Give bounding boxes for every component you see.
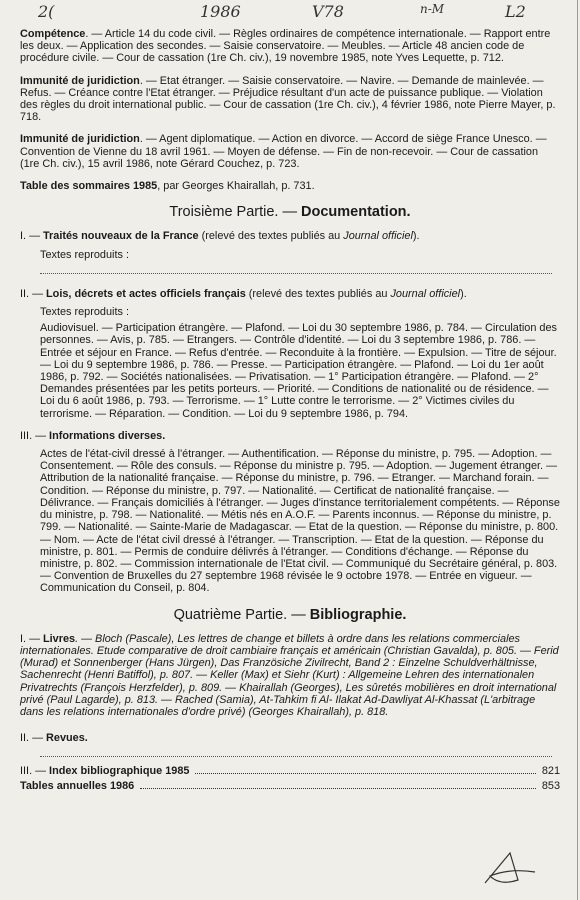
section-revues: II. — Revues. (20, 732, 560, 757)
entry-text: . — Article 14 du code civil. — Règles ordinaires de compétence internationale. — Rapport entre les deux. — Application des secondes. — Saisie conservatoire. — Meubles. — Article 48 ancien code de procédure civile. — Cour de cassation (1re Ch. civ.), 19 novembre 1985, note Yves Lequette, p. 712. (20, 28, 551, 65)
toc-line-index: III. — Index bibliographique 1985 821 (20, 765, 560, 778)
dotted-line (40, 748, 552, 757)
entry-heading: Compétence (20, 28, 86, 40)
table-sommaires-author: , par Georges Khairallah, p. 731. (157, 180, 315, 193)
section-heading: Traités nouveaux de la France (43, 230, 199, 243)
document-page (20, 28, 560, 794)
handwritten-signature (480, 848, 540, 888)
dotted-line (40, 265, 552, 274)
section-heading: Informations diverses. (49, 429, 166, 442)
section-informations: III. — Informations diverses. Actes de l'état-civil dressé à l'étranger. — Authentification. — Réponse du ministre, p. 795. — Adoption. — Consentement. — Rôle des consuls. — Réponse du ministre p. 795. — Adoption. — Jugement étranger. — Attribution de la nationalité française. — Réponse du ministre, p. 796. — Etranger. — Marchand forain. — Condition. — Réponse du ministre, p. 797. — Nationalité. — Certificat de nationalité française. — Délivrance. — Français domiciliés à l'étranger. — Juges d'instance territorialement compétents. — Réponse du ministre, p. 798. — Nationalité. — Métis nés en A.O.F. — Parents inconnus. — Réponse du ministre, p. 799. — Nationalité. — Sainte-Marie de Madagascar. — Etat de la question. — Réponse du ministre, p. 800. — Nom. — Acte de l'état civil dressé à l'étranger. — Transcription. — Etat de la question. — Réponse du ministre, p. 801. — Permis de conduire délivrés à l'étranger. — Conditions d'échange. — Réponse du ministre, p. 802. — Commission internationale de l'Etat civil. — Communiqué du Secrétaire général, p. 803. — Convention de Bruxelles du 27 septembre 1968 révisée le 9 octobre 1978. — Entrée en vigueur. — Communication du Conseil, p. 804. (20, 429, 560, 595)
toc-page-number: 821 (541, 765, 560, 778)
section-heading: Revues. (46, 732, 88, 745)
section-body: Actes de l'état-civil dressé à l'étranger. — Authentification. — Réponse du ministre, p. 795. — Adoption. — Consentement. — Rôle des consuls. — Réponse du ministre p. 795. — Adoption. — Jugement étranger. — Attribution de la nationalité française. — Réponse du ministre, p. 796. — Etranger. — Marchand forain. — Condition. — Réponse du ministre, p. 797. — Nationalité. — Certificat de nationalité française. — Délivrance. — Français domiciliés à l'étranger. — Juges d'instance territorialement compétents. — Réponse du ministre, p. 798. — Nationalité. — Métis nés en A.O.F. — Parents inconnus. — Réponse du ministre, p. 799. — Nationalité. — Sainte-Marie de Madagascar. — Etat de la question. — Réponse du ministre, p. 800. — Nom. — Acte de l'état civil dressé à l'étranger. — Transcription. — Etat de la question. — Réponse du ministre, p. 801. — Permis de conduire délivrés à l'étranger. — Conditions d'échange. — Réponse du ministre, p. 802. — Commission internationale de l'Etat civil. — Communiqué du Secrétaire général, p. 803. — Convention de Bruxelles du 27 septembre 1968 révisée le 9 octobre 1978. — Entrée en vigueur. — Communication du Conseil, p. 804. (40, 448, 560, 595)
page-edge (577, 0, 578, 900)
section-body: Audiovisuel. — Participation étrangère. — Plafond. — Loi du 30 septembre 1986, p. 784. — Circulation des personnes. — Avis, p. 785. — Etrangers. — Contrôle d'identité. — Loi du 3 septembre 1986, p. 786. — Entrée et séjour en France. — Refus d'entrée. — Reconduite à la frontière. — Expulsion. — Titre de séjour. — Loi du 9 septembre 1986, p. 786. — Presse. — Participation étrangère. — Plafond. — Loi du 1er août 1986, p. 792. — Sociétés nationalisées. — Privatisation. — 1° Participation étrangère. — Plafond. — 2° Demandes présentées par les petits porteurs. — Priorité. — Conditions de nationalité ou de résidence. — Loi du 6 août 1986, p. 793. — Terrorisme. — 1° Lutte contre le terrorisme. — 2° Victimes civiles du terrorisme. — Réparation. — Condition. — Loi du 9 septembre 1986, p. 794. (40, 322, 557, 420)
section-heading: Livres (43, 632, 76, 645)
handwritten-note-1: 2( (38, 2, 55, 21)
table-des-sommaires (20, 180, 560, 192)
entry-heading: Immunité de juridiction (20, 74, 140, 87)
toc-line-tables: Tables annuelles 1986 853 (20, 779, 560, 792)
handwritten-year: 1986 (200, 2, 241, 21)
part-three-title: Troisième Partie. — Documentation. (169, 204, 411, 221)
handwritten-code: V78 (312, 2, 344, 21)
table-sommaires-title: Table des sommaires 1985 (20, 180, 158, 193)
toc-page-number: 853 (541, 779, 560, 792)
summary-entry-immunite-2 (20, 133, 560, 170)
entry-heading: Immunité de juridiction (20, 133, 140, 146)
entry-text: . — Etat étranger. — Saisie conservatoire. — Navire. — Demande de mainlevée. — Refus. — Créance contre l'Etat étranger. — Préjudice résultant d'un acte de puissance publique. — Violation des règles du droit international public. — Cour de cassation (1re Ch. civ.), 4 février 1986, note Pierre Mayer, p. 718. (20, 74, 556, 124)
handwritten-initials: n-M (420, 2, 445, 16)
section-traites: I. — Traités nouveaux de la France (relevé des textes publiés au Journal officiel). Textes reproduits : (20, 230, 560, 273)
summary-entry-competence (20, 28, 560, 65)
section-heading: Lois, décrets et actes officiels français (46, 287, 246, 300)
section-livres: I. — Livres. — Bloch (Pascale), Les lettres de change et billets à ordre dans les relations commerciales internationales. Etude comparative de droit cambiaire français et américain (Christian Gavalda), p. 805. — Ferid (Murad) et Sonnenberger (Hans Jürgen), Das Französiche Zivilrecht, Band 2 : Einzelne Schuldverhältnisse, Sachenrecht (Henri Batiffol), p. 807. — Keller (Max) et Siehr (Kurt) : Allgemeine Lehren des internationalen Privatrechts (François Herzfelder), p. 809. — Khairallah (Georges), Les sûretés mobilières en droit international privé (Paul Lagarde), p. 813. — Rached (Samia), At-Tahkim fi Al- Ilakat Ad-Dawliyat Al-Khassat (L'arbitrage dans les relations internationales d'ordre privé) (Georges Khairallah), p. 818. (20, 632, 559, 718)
section-lois-decrets: II. — Lois, décrets et actes officiels français (relevé des textes publiés au Journal officiel). Textes reproduits : Audiovisuel. — Participation étrangère. — Plafond. — Loi du 30 septembre 1986, p. 784. — Circulation des personnes. — Avis, p. 785. — Etrangers. — Contrôle d'identité. — Loi du 3 septembre 1986, p. 786. — Entrée et séjour en France. — Refus d'entrée. — Reconduite à la frontière. — Expulsion. — Titre de séjour. — Loi du 9 septembre 1986, p. 786. — Presse. — Participation étrangère. — Plafond. — Loi du 1er août 1986, p. 792. — Sociétés nationalisées. — Privatisation. — 1° Participation étrangère. — Plafond. — 2° Demandes présentées par les petits porteurs. — Priorité. — Conditions de nationalité ou de résidence. — Loi du 6 août 1986, p. 793. — Terrorisme. — 1° Lutte contre le terrorisme. — 2° Victimes civiles du terrorisme. — Réparation. — Condition. — Loi du 9 septembre 1986, p. 794. (20, 288, 560, 420)
section-body: . — Bloch (Pascale), Les lettres de change et billets à ordre dans les relations commerciales internationales. Etude comparative de droit cambiaire français et américain (Christian Gavalda), p. 805. — Ferid (Murad) et Sonnenberger (Hans Jürgen), Das Französiche Zivilrecht, Band 2 : Einzelne Schuldverhältnisse, Sachenrecht (Henri Batiffol), p. 807. — Keller (Max) et Siehr (Kurt) : Allgemeine Lehren des internationalen Privatrechts (François Herzfelder), p. 809. — Khairallah (Georges), Les sûretés mobilières en droit international privé (Paul Lagarde), p. 813. — Rached (Samia), At-Tahkim fi Al- Ilakat Ad-Dawliyat Al-Khassat (L'arbitrage dans les relations internationales d'ordre privé) (Georges Khairallah), p. 818. (20, 632, 559, 718)
summary-entry-immunite-1 (20, 75, 560, 124)
textes-reproduits-label: Textes reproduits : (40, 248, 129, 261)
handwritten-ref: L2 (505, 2, 526, 21)
part-four-title: Quatrième Partie. — Bibliographie. (173, 606, 407, 623)
textes-reproduits-label: Textes reproduits : (40, 306, 129, 319)
entry-text: . — Agent diplomatique. — Action en divorce. — Accord de siège France Unesco. — Convention de Vienne du 18 avril 1961. — Moyen de défense. — Fin de non-recevoir. — Cour de cassation (1re Ch. civ.), 15 avril 1986, note Gérard Couchez, p. 723. (20, 133, 547, 170)
